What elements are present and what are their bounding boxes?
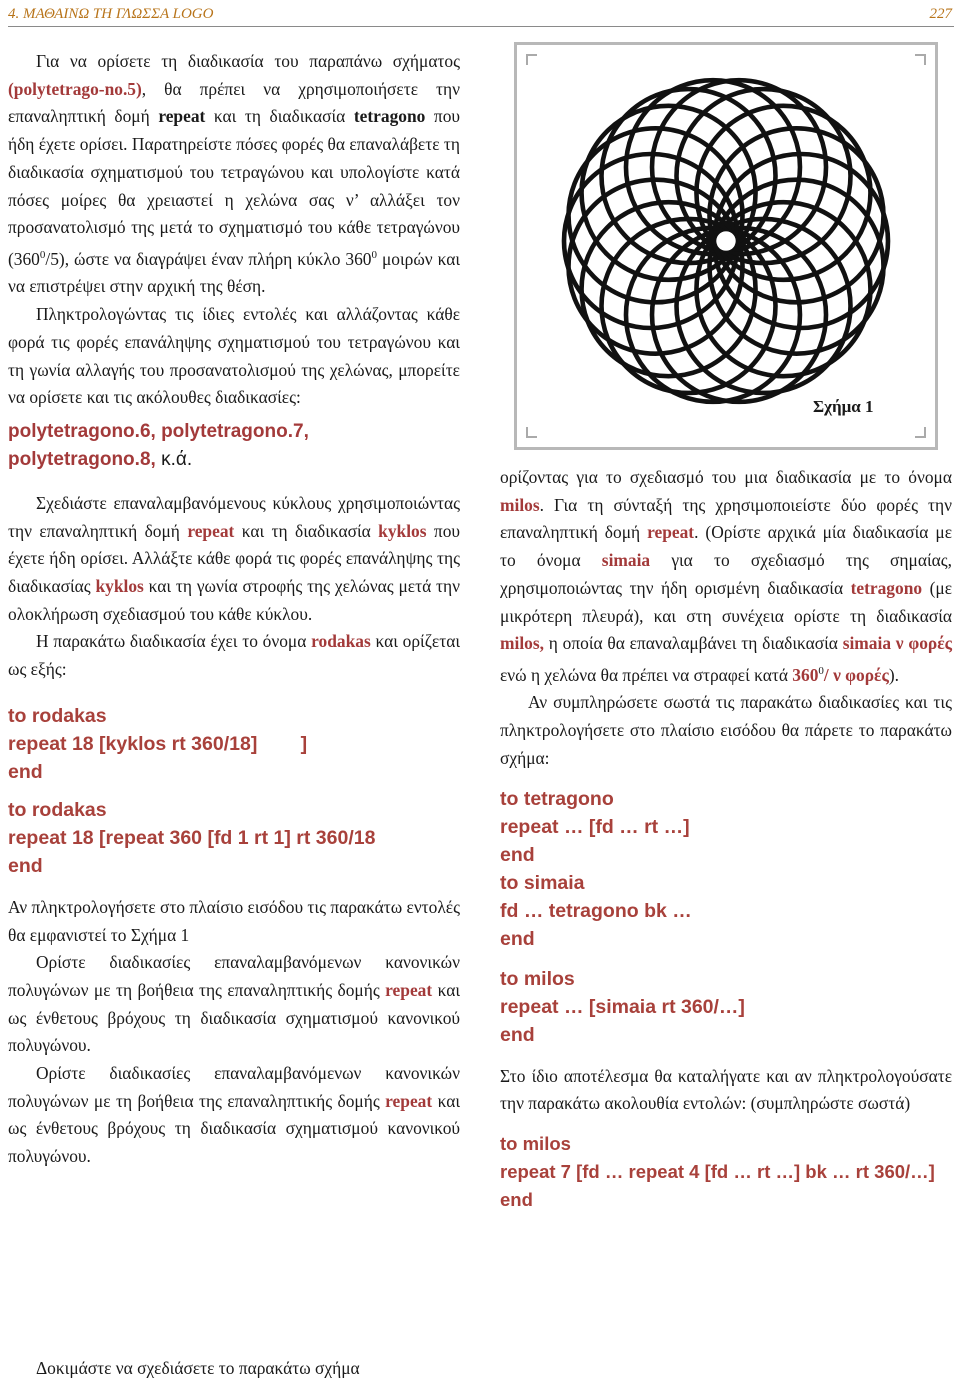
text-run: και ως ένθετους βρόχους τη διαδικασία σχηματισμού κανονικού πολυγώνου. [8, 979, 460, 1056]
paragraph-alternative: Στο ίδιο αποτέλεσμα θα καταλήγατε και αν πληκτρολογούσατε την παρακάτω ακολουθία εντολών: (συμπληρώστε σωστά) [500, 1065, 952, 1114]
text-run: ). [888, 664, 899, 685]
code-line: end [500, 1188, 533, 1210]
code-block-milos [500, 965, 952, 1049]
code-line: end [8, 854, 43, 877]
code-line: repeat 18 [repeat 360 [fd 1 rt 1] rt 360/18 [8, 826, 376, 849]
chapter-title: 4. ΜΑΘΑΙΝΩ ΤΗ ΓΛΩΣΣΑ LOGO [8, 6, 214, 22]
code-block-rodakas-1 [8, 702, 460, 786]
text-run: και ορίζεται ως εξής: [8, 631, 461, 680]
text-run: milos [500, 494, 540, 515]
text-run: repeat [647, 522, 695, 543]
right-column [500, 464, 952, 1214]
text-run: /5), ώστε να διαγράψει έναν πλήρη κύκλο 360 [45, 248, 372, 269]
code-line: repeat … [fd … rt …] [500, 815, 690, 838]
text-run: Για να ορίσετε τη διαδικασία του παραπάνω σχήματος [36, 51, 460, 71]
code-line: end [500, 843, 535, 866]
text-run: που ήδη έχετε ορίσει. Παρατηρείστε πόσες φορές θα επαναλάβετε τη διαδικασία σχηματισμού του τετραγώνου και υπολογίστε κατά πόσες μοίρες θα χρειαστεί η χελώνα σας ν’ αλλάξει τον προσανατολισμό της μετά το σχηματισμό του κάθε τετραγώνου (360 [8, 106, 461, 269]
code-block-rodakas-2 [8, 796, 460, 880]
text-run: tetragono [353, 106, 426, 127]
text-run: . (Ορίστε αρχικά μία διαδικασία με το όνομα [500, 522, 952, 571]
code-line: to rodakas [8, 798, 107, 821]
code-line: repeat 7 [fd … repeat 4 [fd … rt …] bk … rt 360/…] [500, 1160, 935, 1182]
text-run: για το σχεδιασμό της σημαίας, χρησιμοποιώντας την ήδη ορισμένη διαδικασία [500, 550, 952, 598]
text-run: simaia ν φορές [842, 633, 952, 654]
code-line: to tetragono [500, 787, 614, 810]
text-run: και τη διαδικασία [234, 520, 379, 541]
text-run: και τη γωνία στροφής της χελώνας μετά την ολοκλήρωση σχεδιασμού του κάθε κύκλου. [8, 576, 460, 624]
rose-drawing [517, 45, 935, 447]
text-run: Η παρακάτω διαδικασία έχει το όνομα [36, 631, 312, 652]
text-run: ορίζοντας για το σχεδιασμό του μια διαδικασία με το όνομα [500, 467, 952, 487]
text-run: , θα πρέπει να χρησιμοποιήσετε την επαναληπτική δομή [8, 78, 460, 127]
text-run: repeat [158, 106, 206, 127]
text-run: repeat [187, 520, 235, 541]
text-run: kyklos [378, 520, 427, 541]
page-number: 227 [929, 6, 952, 22]
text-run: rodakas [311, 631, 371, 652]
paragraph-figure-ref: Αν πληκτρολογήσετε στο πλαίσιο εισόδου τις παρακάτω εντολές θα εμφανιστεί το Σχήμα 1 [8, 896, 460, 945]
figure-corner-marks [527, 55, 925, 437]
code-line: fd … tetragono bk … [500, 899, 692, 922]
code-line: repeat 18 [kyklos rt 360/18] ] [8, 732, 308, 755]
text-run: μοιρών και να επιστρέψει στην αρχική της θέση. [8, 248, 460, 297]
code-block-tetragono-simaia [500, 785, 952, 953]
text-run: 0 [39, 248, 46, 261]
text-run: η οποία θα επαναλαμβάνει τη διαδικασία [543, 633, 843, 654]
text-run: κ.ά. [161, 448, 193, 470]
paragraph-milos [500, 464, 952, 689]
paragraph-variations: Πληκτρολογώντας τις ίδιες εντολές και αλλάζοντας κάθε φορά τις φορές επανάληψης σχηματισμού του τετραγώνου και τη γωνία αλλαγής του προσανατολισμού της χελώνας, μπορείτε να ορίσετε και τις ακόλουθες διαδικασίες: [8, 304, 460, 408]
code-line: end [500, 1023, 535, 1046]
text-run: και ως ένθετους βρόχους τη διαδικασία σχηματισμού κανονικού πολυγώνου. [8, 1090, 460, 1167]
code-line: end [500, 927, 535, 950]
text-run: Σχεδιάστε επαναλαμβανόμενους κύκλους χρησιμοποιώντας την επαναληπτική δομή [8, 492, 460, 541]
text-run: tetragono [850, 577, 923, 598]
paragraph-intro [8, 48, 460, 301]
figure-1 [514, 42, 938, 450]
code-block-milos-alt [500, 1130, 952, 1214]
figure-caption: Σχήμα 1 [813, 397, 874, 416]
code-line: to milos [500, 1132, 571, 1154]
code-line: repeat … [simaia rt 360/…] [500, 995, 745, 1018]
text-run: (polytetrago-no.5) [8, 78, 142, 99]
text-run: Ορίστε διαδικασίες επαναλαμβανόμενων κανονικών πολυγώνων με τη βοήθεια της επαναληπτικής δομής [8, 1063, 460, 1111]
text-run: 0 [818, 664, 824, 677]
code-line: to simaia [500, 871, 585, 894]
text-run: που έχετε ήδη ορίσει. Αλλάξτε κάθε φορά τις φορές επανάληψης της διαδικασίας [8, 520, 461, 597]
text-run: simaia [601, 550, 651, 571]
paragraph-rodakas [8, 628, 460, 683]
text-run: 360 [792, 664, 819, 685]
text-run: repeat [385, 1090, 433, 1111]
text-run: ενώ η χελώνα θα πρέπει να στραφεί κατά [500, 664, 793, 685]
text-run: milos, [500, 633, 544, 654]
paragraph-circles [8, 490, 460, 629]
code-line: to milos [500, 967, 575, 990]
text-run: . Για τη σύνταξή της χρησιμοποιείστε δύο φορές την επαναληπτική δομή [500, 494, 952, 543]
text-run: / ν φορές [823, 664, 889, 685]
bottom-instruction: Δοκιμάστε να σχεδιάσετε το παρακάτω σχήμα [36, 1358, 360, 1378]
text-run: polytetragono.6, polytetragono.7, polytetragono.8, [8, 420, 309, 470]
text-run: repeat [385, 979, 433, 1000]
text-run: και τη διαδικασία [205, 106, 354, 127]
text-run: Ορίστε διαδικασίες επαναλαμβανόμενων κανονικών πολυγώνων με τη βοήθεια της επαναληπτικής δομής [8, 952, 460, 1000]
circle-group [564, 80, 888, 402]
left-column [8, 48, 460, 1171]
text-run: (με μικρότερη πλευρά), και στη συνέχεια ορίστε τη διαδικασία [500, 577, 952, 626]
code-line: end [8, 760, 43, 783]
paragraph-complete: Αν συμπληρώσετε σωστά τις παρακάτω διαδικασίες και τις πληκτρολογήσετε στο πλαίσιο εισόδου θα πάρετε το παρακάτω σχήμα: [500, 692, 952, 768]
text-run: 0 [371, 248, 378, 261]
page-header [8, 4, 954, 27]
text-run: kyklos [95, 576, 144, 597]
paragraph-exercise-2 [8, 1060, 460, 1171]
procedure-list [8, 418, 460, 474]
code-line: to rodakas [8, 704, 107, 727]
paragraph-exercise-1 [8, 949, 460, 1060]
